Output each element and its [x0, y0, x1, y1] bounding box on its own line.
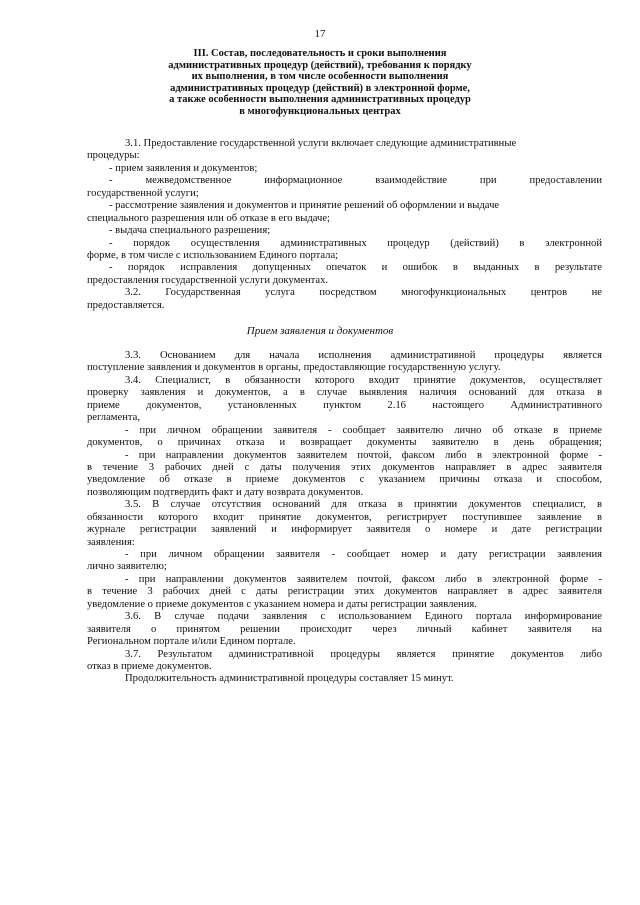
text-line: уведомление о приеме документов с указанием номера и даты регистрации заявления.	[87, 598, 477, 610]
text-line: 3.2. Государственная услуга посредством многофункциональных центров не	[125, 287, 602, 299]
text-line: поступление заявления и документов в органы, предоставляющие государственную услугу.	[87, 362, 501, 374]
procedures-list	[87, 138, 602, 312]
reception-section	[87, 350, 602, 686]
text-line: - при личном обращении заявителя - сообщает номер и дату регистрации заявления	[125, 549, 602, 560]
text-line: Региональном портале и/или Едином портале.	[87, 636, 296, 648]
text-line: - межведомственное информационное взаимодействие при предоставлении	[109, 175, 602, 187]
text-line: - прием заявления и документов;	[109, 162, 258, 174]
text-line: - при направлении документов заявителем почтой, факсом либо в электронной форме -	[125, 449, 602, 461]
text-line: предоставляется.	[87, 299, 165, 311]
text-line: 3.3. Основанием для начала исполнения административной процедуры является	[125, 350, 602, 361]
section-heading	[150, 48, 490, 118]
heading-line: административных процедур (действий) в электронной форме,	[170, 82, 470, 94]
text-line: лично заявителю;	[87, 561, 167, 573]
text-line: в течение 3 рабочих дней с даты получения этих документов направляет в адрес заявителя	[87, 461, 602, 473]
text-line: предоставления государственной услуги документах.	[87, 274, 329, 286]
text-line: специального разрешения или об отказе в его выдаче;	[87, 212, 330, 224]
text-line: 3.5. В случае отсутствия оснований для отказа в принятии документов специалист, в	[125, 499, 602, 511]
text-line: - при личном обращении заявителя - сообщает заявителю лично об отказе в приеме	[125, 424, 602, 436]
text-line: журнале регистрации заявлений и информирует заявителя о номере и дате регистрации	[87, 524, 602, 536]
text-line: уведомление об отказе в приеме документов с указанием причины отказа и способом,	[87, 474, 602, 486]
subsection-title: Прием заявления и документов	[246, 325, 394, 337]
page-number: 17	[314, 28, 326, 40]
heading-line: их выполнения, в том числе особенности выполнения	[191, 71, 449, 83]
text-line: обязанности которого входит принятие документов, регистрирует поступившее заявление в	[87, 511, 602, 523]
text-line: регламента,	[87, 412, 140, 424]
text-line: заявления:	[87, 536, 135, 548]
text-line: 3.4. Специалист, в обязанности которого входит принятие документов, осуществляет	[125, 374, 602, 386]
text-line: процедуры:	[87, 150, 140, 162]
text-line: документов, о причинах отказа и возвращает документы заявителю в день обращения;	[87, 437, 602, 449]
heading-line: III. Состав, последовательность и сроки выполнения	[193, 48, 447, 59]
text-line: позволяющим подтвердить факт и дату возврата документов.	[87, 486, 364, 498]
text-line: - выдача специального разрешения;	[109, 225, 271, 237]
text-line: - порядок исправления допущенных опечаток и ошибок в выданных в результате	[109, 262, 602, 274]
text-line: 3.1. Предоставление государственной услуги включает следующие административные	[125, 138, 517, 149]
text-line: государственной услуги;	[87, 187, 199, 199]
text-line: отказ в приеме документов.	[87, 660, 212, 672]
text-line: Продолжительность административной процедуры составляет 15 минут.	[125, 673, 454, 685]
text-line: 3.7. Результатом административной процедуры является принятие документов либо	[125, 648, 602, 660]
text-line: - рассмотрение заявления и документов и принятие решений об оформлении и выдаче	[109, 200, 500, 212]
heading-line: а также особенности выполнения административных процедур	[169, 94, 471, 106]
text-line: в течение 3 рабочих дней с даты регистрации этих документов направляет в адрес заявителя	[87, 586, 602, 598]
text-line: - при направлении документов заявителем почтой, факсом либо в электронной форме -	[125, 573, 602, 585]
text-line: проверку заявления и документов, а в случае выявления наличия оснований для отказа в	[87, 387, 602, 399]
text-line: 3.6. В случае подачи заявления с использованием Единого портала информирование	[125, 611, 602, 623]
heading-line: административных процедур (действий), требования к порядку	[168, 59, 472, 71]
heading-line: в многофункциональных центрах	[239, 105, 401, 117]
text-line: заявителя о принятом решении происходит через личный кабинет заявителя на	[87, 623, 602, 635]
text-line: - порядок осуществления административных процедур (действий) в электронной	[109, 237, 602, 249]
text-line: форме, в том числе с использованием Единого портала;	[87, 249, 339, 261]
text-line: приеме документов, установленных пунктом 2.16 настоящего Административного	[87, 399, 602, 411]
